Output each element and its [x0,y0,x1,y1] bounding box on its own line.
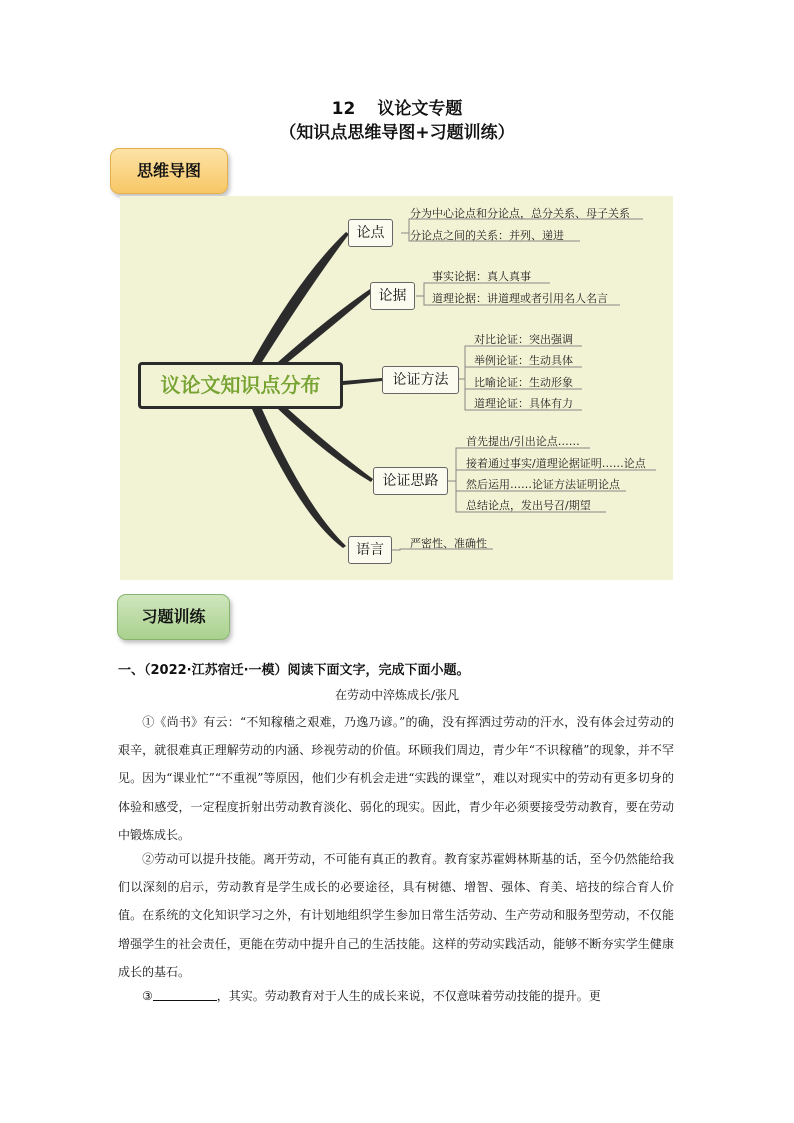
leaf-item: 首先提出/引出论点…… [466,435,580,448]
chapter-number: 12 [331,99,356,119]
exercise-section-label: 习题训练 [117,594,230,640]
leaf-item: 分为中心论点和分论点，总分关系、母子关系 [410,207,630,220]
leaf-item: 分论点之间的关系：并列、递进 [410,229,564,242]
connector-lundian [252,232,349,362]
article-title: 在劳动中淬炼成长/张凡 [334,688,460,702]
fill-in-blank[interactable] [153,988,217,1001]
doc-subtitle: （知识点思维导图+习题训练） [279,123,515,143]
leaf-item: 事实论据：真人真事 [432,270,531,283]
leaf-item: 严密性、准确性 [410,537,487,550]
leaf-item: 然后运用……论证方法证明论点 [466,478,620,491]
leaf-item: 举例论证：生动具体 [474,354,573,367]
branch-lundian: 论点 [348,219,393,247]
leaf-item: 接着通过事实/道理论据证明……论点 [466,457,646,470]
article-paragraph-1: ①《尚书》有云：“不知稼穑之艰难，乃逸乃谚。”的确，没有挥洒过劳动的汗水，没有体会过劳动的艰辛，就很难真正理解劳动的内涵、珍视劳动的价值。环顾我们周边，青少年“不识稼穑”的现象，并不罕见。因为“课业忙”“不重视”等原因，他们少有机会走进“实践的课堂”，难以对现实中的劳动有更多切身的体验和感受，一定程度折射出劳动教育淡化、弱化的现实。因此，青少年必须要接受劳动教育，要在劳动中锻炼成长。 [118,715,674,842]
mindmap-center-node: 议论文知识点分布 [138,362,343,409]
mindmap [120,196,673,580]
leaf-item: 比喻论证：生动形象 [474,376,573,389]
leaf-item: 道理论证：具体有力 [474,397,573,410]
leaf-item: 对比论证：突出强调 [474,333,573,346]
leaf-item: 道理论据：讲道理或者引用名人名言 [432,292,608,305]
chapter-title: 议论文专题 [377,99,463,119]
question-heading: 一、（2022·江苏宿迁·一模）阅读下面文字，完成下面小题。 [118,663,470,678]
leaf-item: 总结论点，发出号召/期望 [466,499,591,512]
branch-yuyan: 语言 [348,536,392,564]
connector-yuyan [252,409,346,548]
branch-lunzheng-silu: 论证思路 [373,467,448,495]
connector-lunzheng-fangfa [343,378,382,385]
branch-lunju: 论据 [370,282,415,310]
mindmap-section-label: 思维导图 [110,148,228,194]
branch-lunzheng-fangfa: 论证方法 [382,366,459,394]
article-paragraph-3: ③ ，其实。劳动教育对于人生的成长来说，不仅意味着劳动技能的提升。更 [142,989,601,1003]
doc-title [0,98,794,120]
article-paragraph-2: ②劳动可以提升技能。离开劳动，不可能有真正的教育。教育家苏霍姆林斯基的话，至今仍然能给我们以深刻的启示，劳动教育是学生成长的必要途径，具有树德、增智、强体、育美、培技的综合育人价值。在系统的文化知识学习之外，有计划地组织学生参加日常生活劳动、生产劳动和服务型劳动，不仅能增强学生的社会责任，更能在劳动中提升自己的生活技能。这样的劳动实践活动，能够不断夯实学生健康成长的基石。 [118,852,674,979]
